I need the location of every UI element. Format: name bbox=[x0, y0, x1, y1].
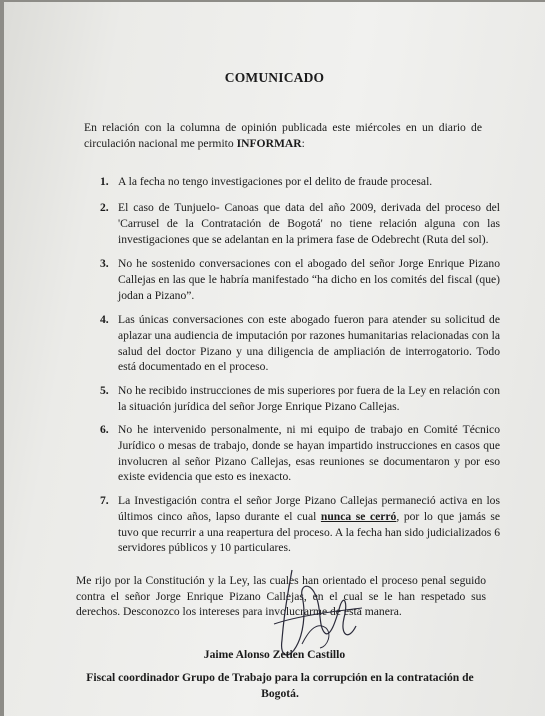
item-number: 6. bbox=[100, 423, 109, 436]
document-page bbox=[4, 2, 545, 716]
list-item bbox=[100, 493, 500, 556]
signer-role: Fiscal coordinador Grupo de Trabajo para la corrupción en la contratación de Bogotá. bbox=[86, 671, 474, 700]
item-text bbox=[118, 493, 500, 556]
signer-name: Jaime Alonso Zetien Castillo bbox=[203, 648, 346, 661]
closing-paragraph: Me rijo por la Constitución y la Ley, las cuales han orientado el proceso penal seguido contra el señor Jorge Enrique Pizano Callejas, en el cual se le han respetado sus derechos. Desconozco los intereses para involucrarme de esta manera. bbox=[76, 574, 486, 619]
item-text: A la fecha no tengo investigaciones por el delito de fraude procesal. bbox=[118, 175, 433, 188]
item-number: 5. bbox=[100, 384, 109, 397]
list-item bbox=[100, 174, 500, 190]
item-text-part: La Investigación contra el señor Jorge Pizano Callejas permaneció activa en los últimos cinco años, lapso durante el cual bbox=[118, 494, 500, 523]
item-number: 2. bbox=[100, 201, 109, 214]
list-item bbox=[100, 312, 500, 375]
item-text-part: , por lo que jamás se tuvo que recurrir a una reapertura del proceso. A la fecha han sido judicializados 6 servidores públicos y 10 particulares. bbox=[118, 509, 500, 555]
list-item bbox=[100, 383, 500, 415]
item-text: No he recibido instrucciones de mis superiores por fuera de la Ley en relación con la situación jurídica del señor Jorge Enrique Pizano Callejas. bbox=[118, 384, 500, 413]
item-number: 3. bbox=[100, 257, 109, 270]
list-item bbox=[100, 200, 500, 247]
intro-paragraph bbox=[84, 120, 482, 152]
item-text: El caso de Tunjuelo- Canoas que data del año 2009, derivada del proceso del 'Carrusel de la Contratación de Bogotá' no tiene relación alguna con las investigaciones que se adelantan en la primera fase de Odebrecht (Ruta del sol). bbox=[118, 201, 500, 246]
item-number: 1. bbox=[100, 175, 109, 188]
list-item bbox=[100, 256, 500, 303]
item-text: No he sostenido conversaciones con el abogado del señor Jorge Enrique Pizano Callejas en las que le habría manifestado “ha dicho en los comités del fiscal (que) jodan a Pizano”. bbox=[118, 257, 500, 302]
intro-bold-word: INFORMAR bbox=[236, 137, 302, 151]
intro-end: : bbox=[301, 137, 305, 151]
item-text: No he intervenido personalmente, ni mi equipo de trabajo en Comité Técnico Jurídico o mesas de trabajo, donde se hayan impartido instrucciones en casos que involucren al señor Pizano Callejas, esas reuniones se documentaron y por eso existe evidencia que esto es inexacto. bbox=[118, 423, 500, 484]
intro-text: En relación con la columna de opinión publicada este miércoles en un diario de circulación nacional me permito bbox=[84, 121, 482, 151]
item-number: 4. bbox=[100, 313, 109, 326]
item-text: Las únicas conversaciones con este abogado fueron para atender su solicitud de aplazar una audiencia de imputación por razones humanitarias relacionadas con la salud del doctor Pizano y una diligencia de ampliación de interrogatorio. Todo está documentado en el proceso. bbox=[118, 313, 500, 374]
item-number: 7. bbox=[100, 494, 109, 507]
item-text-emphasis: nunca se cerró bbox=[320, 509, 397, 523]
document-title: COMUNICADO bbox=[224, 70, 325, 85]
list-item bbox=[100, 422, 500, 485]
